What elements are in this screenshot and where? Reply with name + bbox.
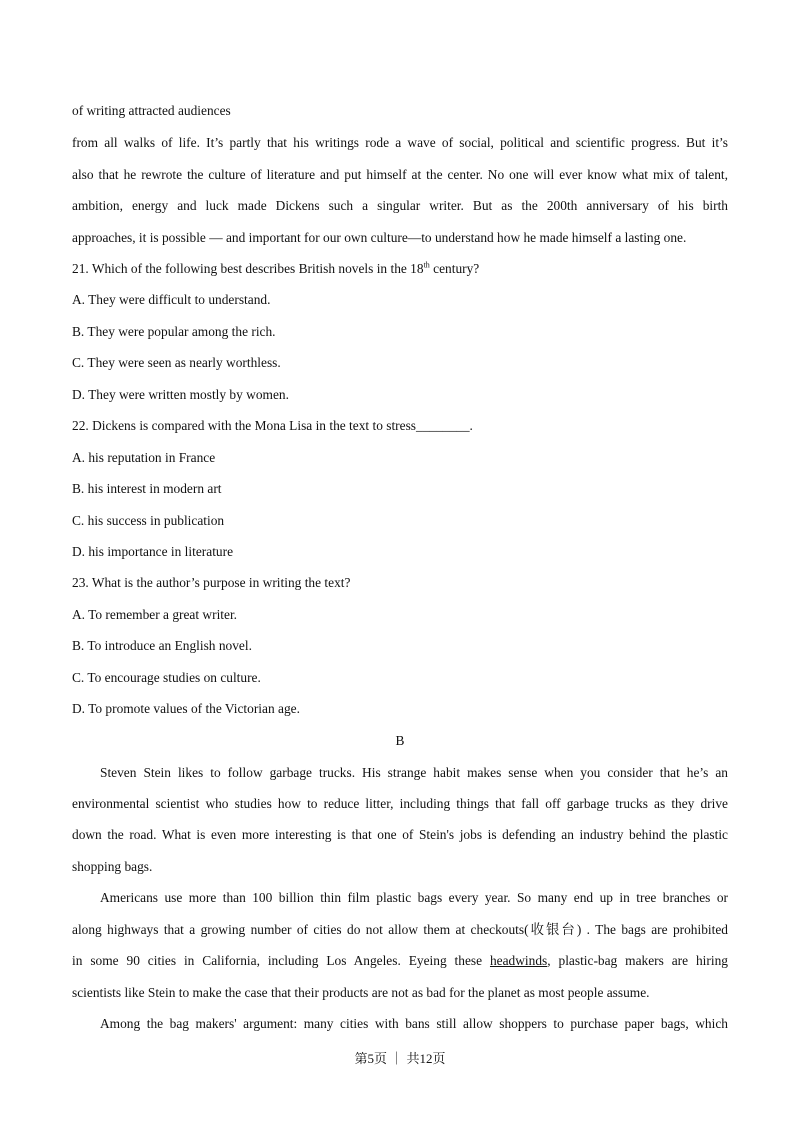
- passage-a-line: also that he rewrote the culture of literature and put himself at the center. No one will ever know what mix of talent,: [72, 167, 728, 182]
- question-23-option-c: C. To encourage studies on culture.: [72, 670, 261, 685]
- passage-b-p1-line: down the road. What is even more interesting is that one of Stein's jobs is defending an industry behind the plastic: [72, 827, 728, 842]
- passage-b-p2-line: in some 90 cities in California, including Los Angeles. Eyeing these headwinds, plastic-bag makers are hiring: [72, 953, 728, 968]
- passage-b-p1-line: environmental scientist who studies how to reduce litter, including things that fall off garbage trucks as they drive: [72, 796, 728, 811]
- passage-a-line: from all walks of life. It’s partly that his writings rode a wave of social, political and scientific progress. But it’s: [72, 135, 728, 150]
- question-22-stem: 22. Dickens is compared with the Mona Lisa in the text to stress________.: [72, 418, 473, 433]
- question-22-option-d: D. his importance in literature: [72, 544, 234, 559]
- question-21-option-d: D. They were written mostly by women.: [72, 387, 289, 402]
- question-23-option-a: A. To remember a great writer.: [72, 607, 238, 622]
- question-21-stem: 21. Which of the following best describes British novels in the 18th century?: [72, 260, 480, 276]
- question-22-option-c: C. his success in publication: [72, 513, 225, 528]
- page-footer: 第5页 ｜ 共12页: [354, 1051, 446, 1066]
- question-21-option-b: B. They were popular among the rich.: [72, 324, 276, 339]
- question-23-option-b: B. To introduce an English novel.: [72, 638, 252, 653]
- passage-a-fragment: of writing attracted audiences: [72, 103, 231, 118]
- passage-b-p1-line: Steven Stein likes to follow garbage trucks. His strange habit makes sense when you consider that he’s an: [100, 765, 728, 780]
- passage-b-heading: B: [395, 733, 405, 748]
- passage-b-p2-line: along highways that a growing number of cities do not allow them at checkouts(收银台) . The bags are prohibited: [72, 922, 728, 937]
- question-23-option-d: D. To promote values of the Victorian age.: [72, 701, 300, 716]
- question-22-option-a: A. his reputation in France: [72, 450, 216, 465]
- passage-b-p1-line: shopping bags.: [72, 859, 153, 874]
- passage-b-p3-line: Among the bag makers' argument: many cities with bans still allow shoppers to purchase paper bags, which: [100, 1016, 728, 1031]
- question-22-option-b: B. his interest in modern art: [72, 481, 222, 496]
- passage-b-p2-line: Americans use more than 100 billion thin film plastic bags every year. So many end up in tree branches or: [100, 890, 728, 905]
- headwinds-underlined-word: headwinds: [489, 953, 548, 968]
- question-23-stem: 23. What is the author’s purpose in writing the text?: [72, 575, 351, 590]
- question-21-option-c: C. They were seen as nearly worthless.: [72, 355, 281, 370]
- passage-b-p2-line: scientists like Stein to make the case that their products are not as bad for the planet as most people assume.: [72, 985, 650, 1000]
- passage-a-line: approaches, it is possible — and important for our own culture—to understand how he made himself a lasting one.: [72, 230, 687, 245]
- passage-a-line: ambition, energy and luck made Dickens such a singular writer. But as the 200th anniversary of his birth: [72, 198, 728, 213]
- question-21-option-a: A. They were difficult to understand.: [72, 292, 271, 307]
